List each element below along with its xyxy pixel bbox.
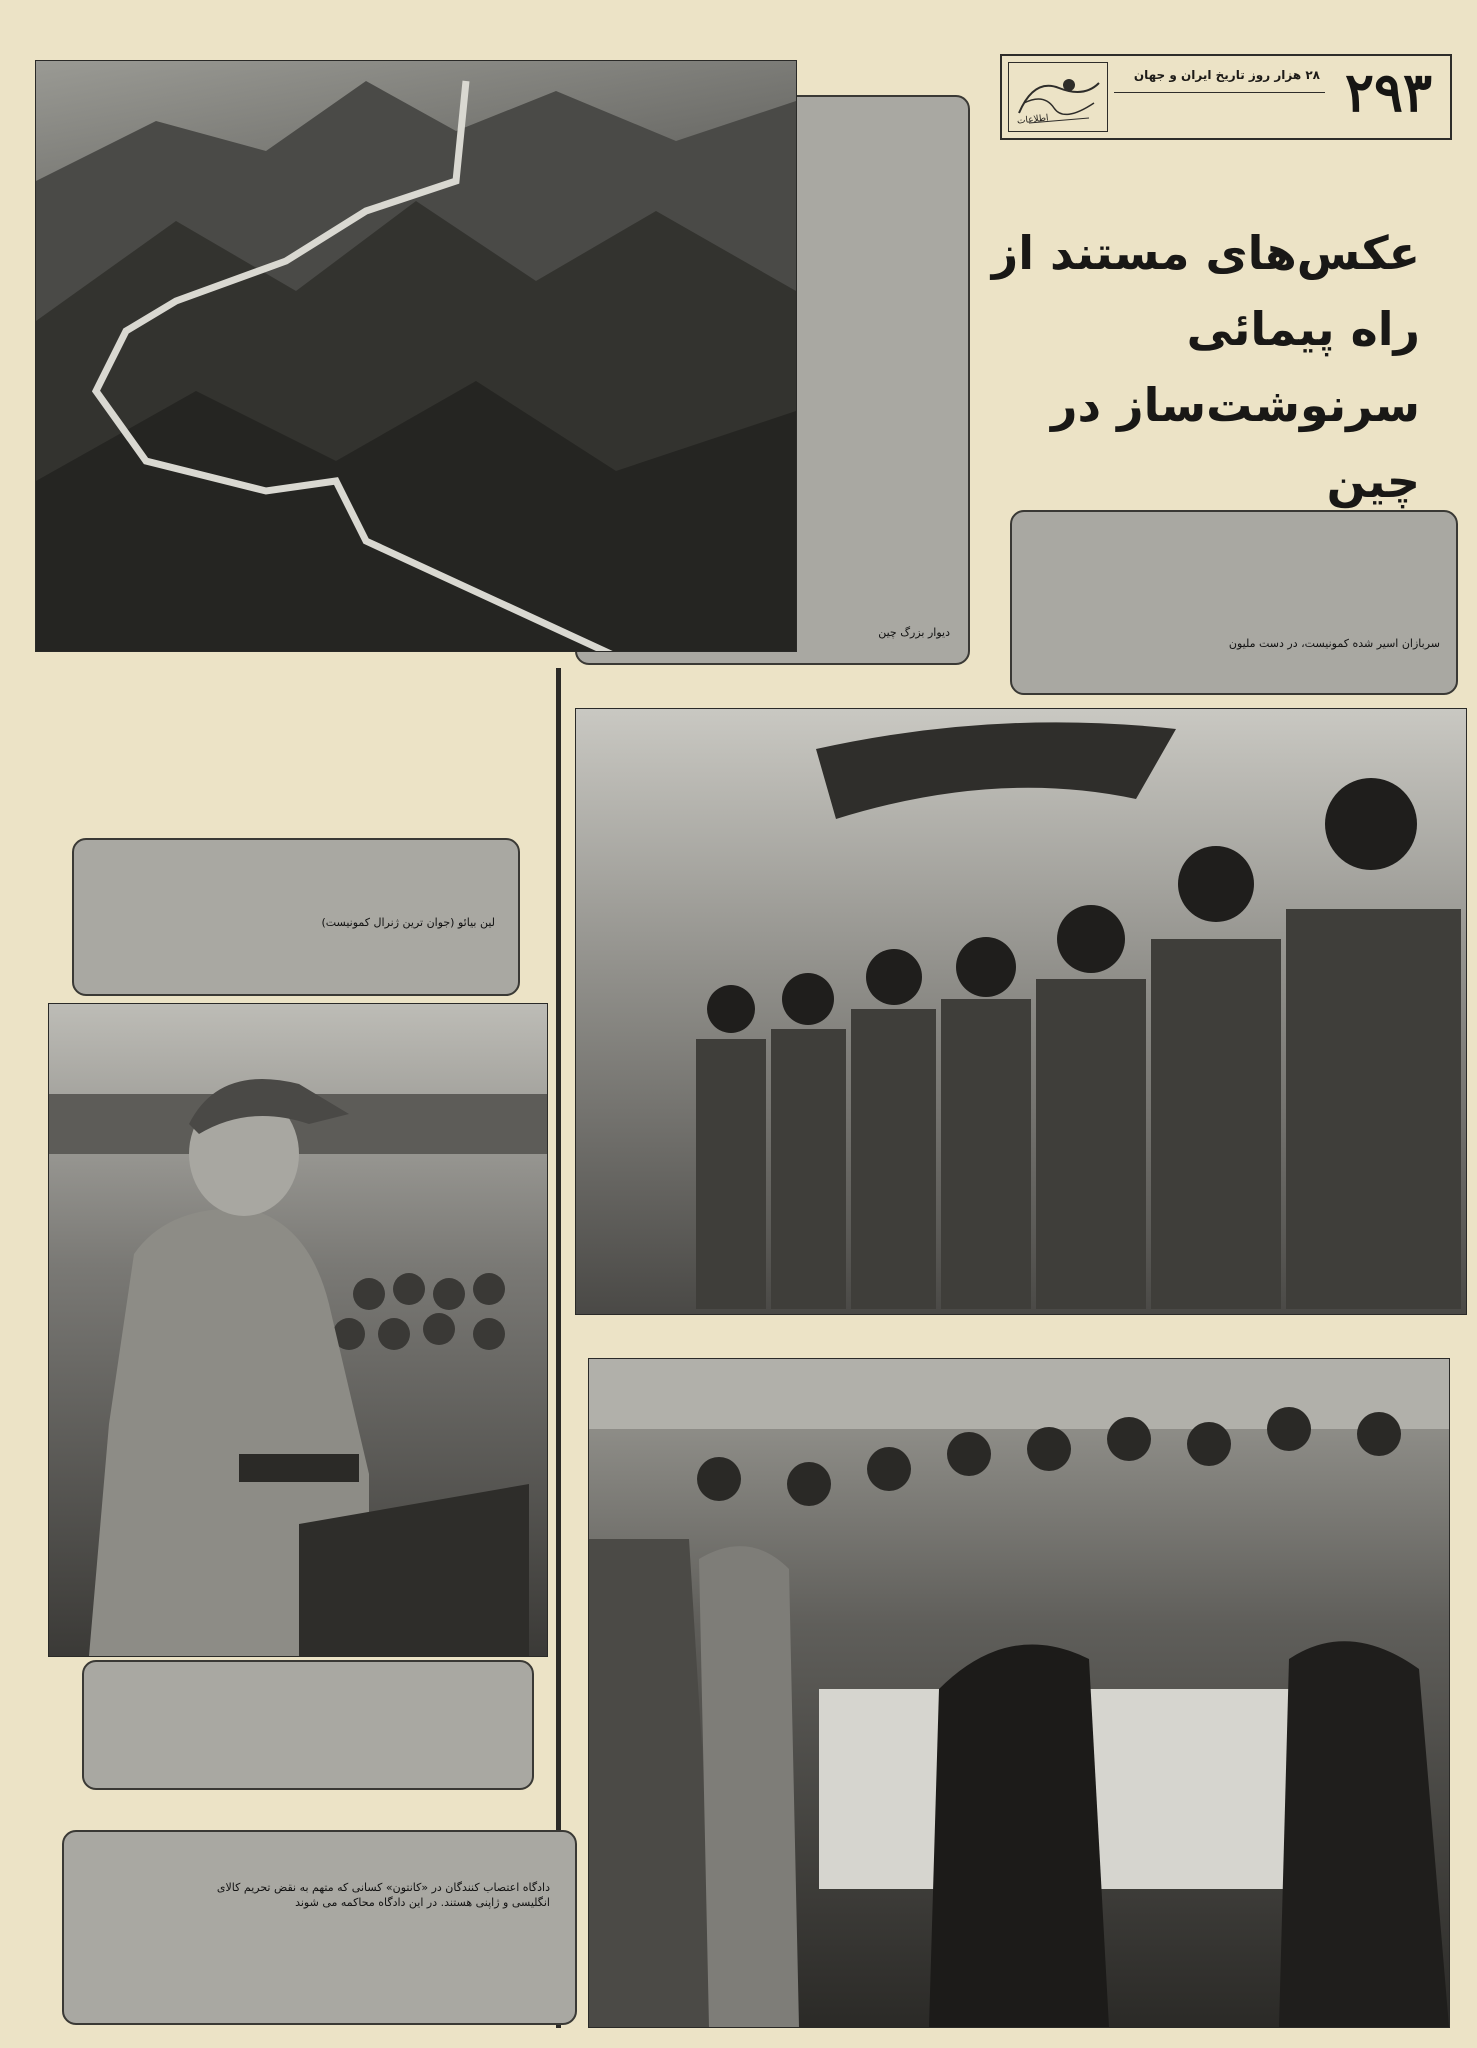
column-divider — [556, 668, 561, 2028]
lin-biao-illustration — [49, 1004, 547, 1656]
masthead-divider — [1114, 92, 1325, 93]
headline-line-1: عکس‌های مستند از راه پیمائی — [991, 226, 1420, 356]
great-wall-illustration — [36, 61, 796, 651]
lin-biao-photo — [48, 1003, 548, 1657]
prisoners-caption-panel — [1010, 510, 1458, 695]
series-title: ۲۸ هزار روز تاریخ ایران و جهان — [1133, 68, 1320, 82]
headline-line-2: سرنوشت‌ساز در چین — [1051, 378, 1420, 508]
lin-biao-caption: لین بیائو (جوان ترین ژنرال کمونیست) — [321, 916, 495, 929]
great-wall-caption: دیوار بزرگ چین — [878, 626, 950, 639]
court-caption-panel — [62, 1830, 577, 2025]
prisoners-photo — [575, 708, 1467, 1315]
prisoners-caption: سربازان اسیر شده کمونیست، در دست ملیون — [1228, 637, 1440, 650]
masthead — [1000, 54, 1452, 140]
court-caption: دادگاه اعتصاب کنندگان در «کانتون» کسانی که متهم به نقض تحریم کالای انگلیسی و ژاپنی هستند. در این دادگاه محاکمه می شوند — [216, 1881, 550, 1909]
page-number: ۲۹۳ — [1344, 60, 1432, 124]
court-illustration — [589, 1359, 1449, 2027]
great-wall-photo — [35, 60, 797, 652]
logo — [1008, 62, 1108, 132]
headline — [960, 215, 1420, 519]
logo-text: اطلاعات — [1016, 113, 1050, 127]
empty-panel — [82, 1660, 534, 1790]
court-photo — [588, 1358, 1450, 2028]
prisoners-illustration — [576, 709, 1466, 1314]
